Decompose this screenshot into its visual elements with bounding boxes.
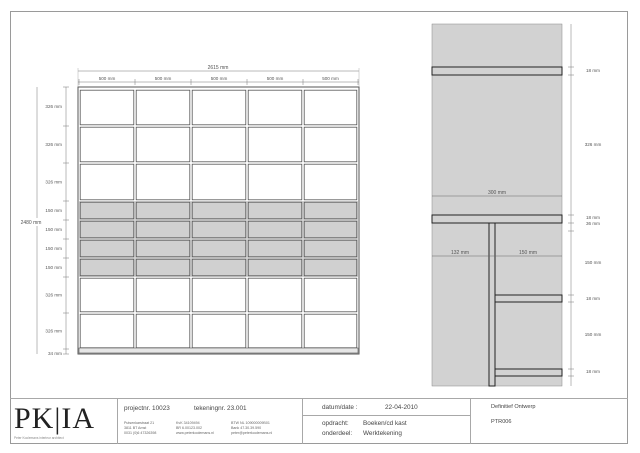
shelf-compartment — [248, 90, 302, 125]
part-value: Werktekening — [363, 430, 402, 437]
row-height-label: 326 mm — [45, 142, 62, 148]
drawer-front — [136, 221, 190, 238]
tb-divider — [302, 415, 470, 416]
tb-divider — [117, 398, 118, 444]
drawer-front — [136, 202, 190, 219]
shelf-compartment — [192, 127, 246, 162]
compartment-grid — [80, 90, 357, 348]
drawer-front — [248, 240, 302, 257]
overall-height-label: 2480 mm — [20, 220, 42, 226]
plinth — [79, 348, 358, 353]
column-width-label: 500 mm — [210, 76, 228, 81]
row-height-label: 150 mm — [45, 265, 62, 271]
front-view — [18, 65, 359, 356]
shelf-compartment — [192, 278, 246, 312]
shelf-compartment — [192, 90, 246, 125]
drawer-front — [304, 221, 357, 238]
shelf-compartment — [304, 127, 357, 162]
shelf-compartment — [80, 314, 134, 348]
side-height-label: 150 mm — [584, 332, 602, 337]
side-height-label: 150 mm — [584, 260, 602, 265]
shelf-compartment — [248, 127, 302, 162]
side-shelf-1 — [495, 295, 562, 302]
row-height-label: 326 mm — [45, 292, 62, 298]
drawer-front — [80, 202, 134, 219]
tb-top-line — [10, 398, 628, 399]
shelf-compartment — [136, 278, 190, 312]
drawer-front — [80, 221, 134, 238]
side-upright — [489, 223, 495, 386]
side-height-label: 18 mm — [585, 68, 601, 73]
column-width-label: 500 mm — [322, 76, 339, 81]
side-board-mid — [432, 215, 562, 223]
shelf-compartment — [136, 90, 190, 125]
side-shelf-2 — [495, 369, 562, 376]
assignment-value: Boeken/cd kast — [363, 420, 407, 427]
shelf-compartment — [304, 278, 357, 312]
project-number: projectnr. 10023 — [124, 405, 170, 412]
shelf-compartment — [80, 164, 134, 200]
drawer-front — [248, 202, 302, 219]
column-width-label: 500 mm — [154, 76, 172, 81]
drawer-front — [136, 240, 190, 257]
side-board-top — [432, 67, 562, 75]
drawer-front — [304, 202, 357, 219]
shelf-compartment — [248, 164, 302, 200]
lower-depth-right: 150 mm — [518, 250, 538, 256]
shelf-compartment — [80, 90, 134, 125]
lower-depth-left: 132 mm — [450, 250, 470, 256]
shelf-compartment — [248, 278, 302, 312]
drawer-front — [248, 259, 302, 276]
drawer-front — [192, 259, 246, 276]
shelf-compartment — [136, 127, 190, 162]
drawer-front — [80, 240, 134, 257]
shelf-compartment — [136, 314, 190, 348]
drawer-front — [248, 221, 302, 238]
column-width-label: 500 mm — [98, 76, 116, 81]
shelf-compartment — [304, 90, 357, 125]
depth-label: 300 mm — [487, 190, 507, 196]
side-height-label: 326 mm — [584, 142, 602, 147]
design-status: Definitief Ontwerp — [491, 404, 536, 410]
overall-width-label: 2615 mm — [207, 65, 229, 71]
side-height-label: 36 mm — [585, 221, 601, 226]
row-height-label: 150 mm — [45, 246, 62, 252]
contact-registration: KvK 34109494 BR 6.00123.002 www.peterkoolemans.nl — [176, 421, 214, 436]
row-height-label: 34 mm — [47, 351, 62, 356]
tb-divider — [470, 398, 471, 444]
date-value: 22-04-2010 — [385, 404, 418, 411]
side-height-label: 18 mm — [585, 296, 601, 301]
side-panel — [432, 24, 562, 386]
row-height-label: 326 mm — [45, 328, 62, 334]
tb-divider — [302, 398, 303, 444]
shelf-compartment — [304, 314, 357, 348]
drawer-front — [192, 240, 246, 257]
side-height-label: 18 mm — [585, 215, 601, 220]
logo-text: PK|IA — [14, 402, 96, 435]
side-height-label: 18 mm — [585, 369, 601, 374]
drawing-code: PTR006 — [491, 419, 512, 425]
row-height-label: 150 mm — [45, 208, 62, 214]
logo-subtitle: Peter Koolemans interieur architect — [14, 436, 64, 440]
part-label: onderdeel: — [322, 430, 353, 437]
drawer-front — [192, 202, 246, 219]
side-right-dimensions — [568, 67, 601, 376]
row-height-label: 326 mm — [45, 104, 62, 110]
side-view — [432, 24, 601, 386]
row-height-label: 326 mm — [45, 179, 62, 185]
row-dimensions — [45, 87, 69, 356]
contact-address: Putsenkarstraat 21 3811 BT Amst 0031 (0)6 47326398 — [124, 421, 157, 436]
shelf-compartment — [80, 278, 134, 312]
shelf-compartment — [80, 127, 134, 162]
drawer-front — [192, 221, 246, 238]
shelf-compartment — [192, 314, 246, 348]
assignment-label: opdracht: — [322, 420, 349, 427]
row-height-label: 150 mm — [45, 227, 62, 233]
column-dimensions — [79, 76, 358, 85]
date-label: datum/date : — [322, 404, 358, 411]
shelf-compartment — [304, 164, 357, 200]
drawer-front — [304, 259, 357, 276]
company-logo — [12, 400, 112, 442]
drawer-front — [136, 259, 190, 276]
shelf-compartment — [248, 314, 302, 348]
column-width-label: 500 mm — [266, 76, 284, 81]
shelf-compartment — [136, 164, 190, 200]
shelf-compartment — [192, 164, 246, 200]
drawer-front — [304, 240, 357, 257]
drawing-number: tekeningnr. 23.001 — [194, 405, 247, 412]
contact-bank: BTW NL 109000009B01 Bank 47.30.39.590 peter@peterkoolemans.nl — [231, 421, 273, 436]
drawer-front — [80, 259, 134, 276]
